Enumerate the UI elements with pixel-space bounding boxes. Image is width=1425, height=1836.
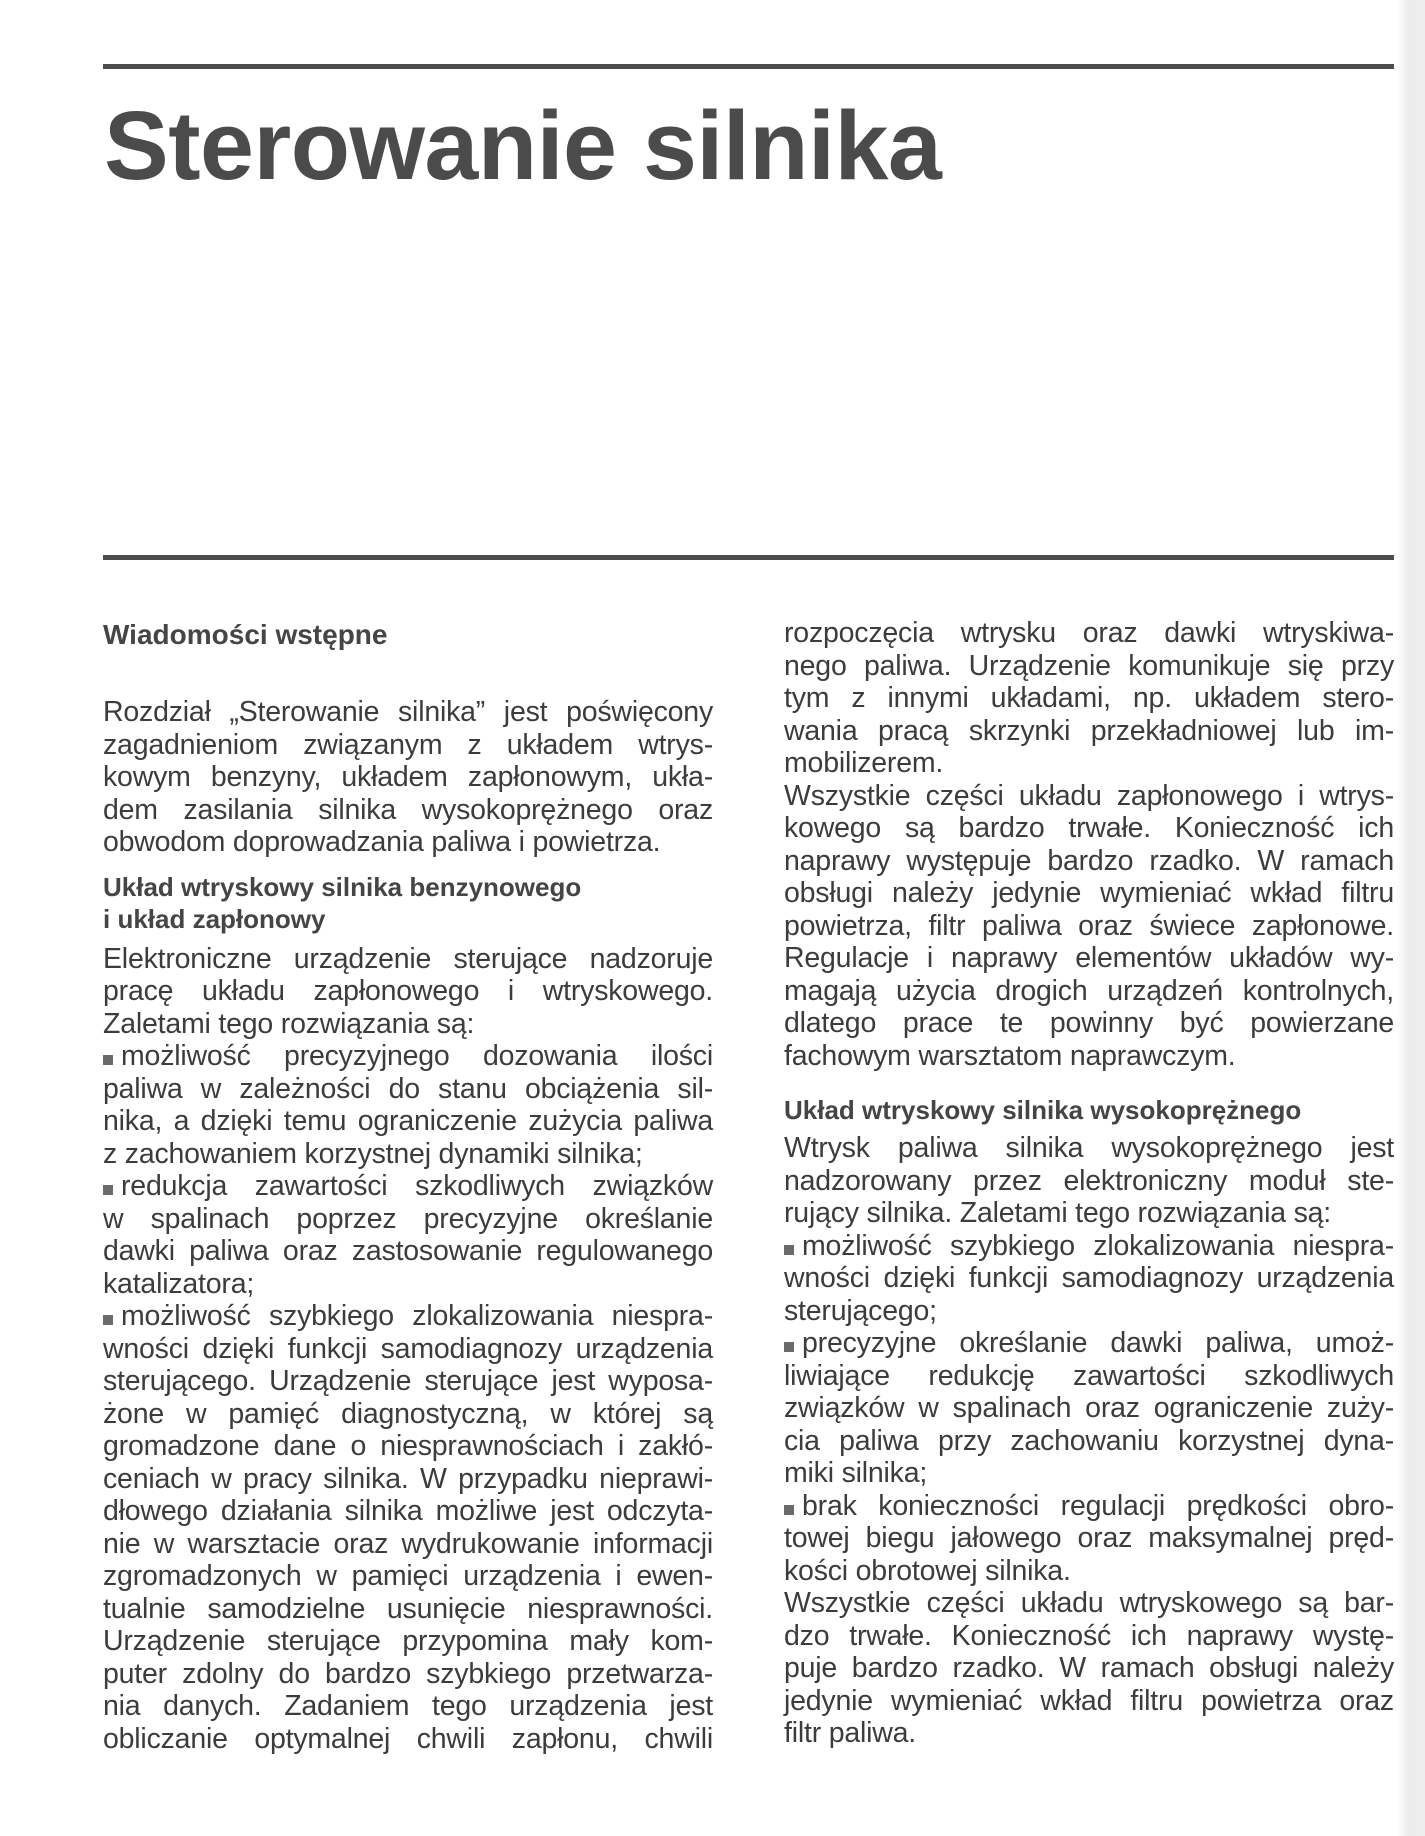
text-line: rozpoczęcia wtrysku oraz dawki wtryskiwa-: [784, 617, 1394, 649]
text-line: nego paliwa. Urządzenie komunikuje się przy: [784, 649, 1394, 682]
text-line: dem zasilania silnika wysokoprężnego oraz: [103, 793, 713, 826]
text-line: tualnie samodzielne usunięcie niesprawności.: [103, 1592, 713, 1625]
text-line: kowego są bardzo trwałe. Konieczność ich: [784, 812, 1394, 844]
diesel-intro-paragraph: [784, 1132, 1394, 1230]
text-line: fachowym warsztatom naprawczym.: [784, 1039, 1236, 1072]
text-line: zgromadzonych w pamięci urządzenia i ewen-: [103, 1560, 713, 1592]
bullet-item: [784, 1327, 1394, 1490]
text-line: Wszystkie części układu wtryskowego są bar-: [784, 1587, 1394, 1619]
text-line: obsługi należy jedynie wymieniać wkład filtru: [784, 877, 1394, 909]
text-line: mobilizerem.: [784, 747, 944, 779]
text-line: wności dzięki funkcji samodiagnozy urządzenia: [103, 1332, 713, 1365]
bullet-item: [103, 1170, 713, 1300]
text-line: wności dzięki funkcji samodiagnozy urządzenia: [784, 1262, 1394, 1294]
text-line: wania pracą skrzynki przekładniowej lub im-: [784, 714, 1394, 747]
subheading-line: i układ zapłonowy: [103, 903, 326, 934]
bullet-text: możliwość precyzyjnego dozowania ilości: [121, 1040, 713, 1072]
subheading-line: Układ wtryskowy silnika benzynowego: [103, 871, 582, 902]
text-line: [784, 1490, 1394, 1523]
text-line: jedynie wymieniać wkład filtru powietrza oraz: [784, 1684, 1394, 1717]
text-line: dłowego działania silnika możliwe jest odczyta-: [103, 1495, 713, 1527]
diesel-durability-paragraph: [784, 1587, 1394, 1750]
text-line: sterującego. Urządzenie sterujące jest wyposa-: [103, 1365, 713, 1397]
text-line: żone w pamięć diagnostyczną, w której są: [103, 1397, 713, 1430]
text-line: miki silnika;: [784, 1457, 928, 1489]
text-line: w spalinach poprzez precyzyjne określanie: [103, 1202, 713, 1235]
text-line: kości obrotowej silnika.: [784, 1554, 1071, 1587]
intro-paragraph: [103, 696, 713, 859]
text-line: dzo trwałe. Konieczność ich naprawy wystę-: [784, 1619, 1394, 1652]
square-bullet-icon: [784, 1245, 794, 1255]
bullet-text: możliwość szybkiego zlokalizowania niespra-: [802, 1229, 1394, 1262]
top-rule: [103, 64, 1394, 69]
text-line: sterującego;: [784, 1294, 937, 1327]
text-line: Wszystkie części układu zapłonowego i wtrys-: [784, 779, 1394, 812]
text-line: gromadzone dane o niesprawnościach i zakłó-: [103, 1430, 713, 1462]
text-line: puter zdolny do bardzo szybkiego przetwarza-: [103, 1657, 713, 1690]
petrol-heading: [103, 871, 713, 935]
bullet-item: [784, 1230, 1394, 1328]
text-line: paliwa w zależności do stanu obciążenia sil-: [103, 1072, 713, 1105]
text-line: zagadnieniom związanym z układem wtrys-: [103, 728, 713, 761]
text-line: obliczanie optymalnej chwili zapłonu, chwili: [103, 1722, 713, 1755]
chapter-title: Sterowanie silnika: [104, 91, 942, 200]
text-line: pracę układu zapłonowego i wtryskowego.: [103, 975, 713, 1007]
page-edge-shadow: [1397, 0, 1425, 1836]
bullet-text: redukcja zawartości szkodliwych związków: [121, 1170, 713, 1202]
text-line: nia danych. Zadaniem tego urządzenia jest: [103, 1690, 713, 1722]
text-line: filtr paliwa.: [784, 1717, 917, 1749]
text-line: [103, 1170, 713, 1203]
text-line: nika, a dzięki temu ograniczenie zużycia paliwa: [103, 1105, 713, 1137]
text-line: tym z innymi układami, np. układem stero-: [784, 682, 1394, 714]
text-line: Elektroniczne urządzenie sterujące nadzoruje: [103, 942, 713, 975]
text-line: [103, 1300, 713, 1333]
text-line: obwodom doprowadzania paliwa i powietrza.: [103, 826, 661, 858]
bullet-text: brak konieczności regulacji prędkości obro-: [802, 1489, 1394, 1522]
continued-paragraph: [784, 617, 1394, 780]
text-line: powietrza, filtr paliwa oraz świece zapłonowe.: [784, 909, 1394, 942]
right-column: [784, 617, 1394, 1750]
square-bullet-icon: [103, 1315, 113, 1325]
text-line: liwiające redukcję zawartości szkodliwych: [784, 1359, 1394, 1392]
text-line: towej biegu jałowego oraz maksymalnej pręd-: [784, 1522, 1394, 1554]
square-bullet-icon: [784, 1342, 794, 1352]
text-line: ceniach w pracy silnika. W przypadku nieprawi-: [103, 1462, 713, 1495]
bullet-item: [103, 1040, 713, 1170]
text-line: [784, 1327, 1394, 1360]
text-line: związków w spalinach oraz ograniczenie zuży-: [784, 1392, 1394, 1424]
diesel-heading: Układ wtryskowy silnika wysokoprężnego: [784, 1095, 1302, 1125]
text-line: dawki paliwa oraz zastosowanie regulowanego: [103, 1235, 713, 1267]
intro-heading: Wiadomości wstępne: [103, 619, 388, 650]
text-line: Rozdział „Sterowanie silnika” jest poświęcony: [103, 696, 713, 728]
text-line: puje bardzo rzadko. W ramach obsługi należy: [784, 1652, 1394, 1684]
text-line: katalizatora;: [103, 1267, 255, 1300]
text-line: nadzorowany przez elektroniczny moduł ste-: [784, 1164, 1394, 1197]
bullet-text: możliwość szybkiego zlokalizowania niespra-: [121, 1300, 713, 1332]
petrol-intro-paragraph: [103, 943, 713, 1041]
bullet-item: [103, 1300, 713, 1625]
text-line: [103, 1040, 713, 1073]
square-bullet-icon: [784, 1505, 794, 1515]
text-line: Zaletami tego rozwiązania są:: [103, 1007, 475, 1040]
text-line: Regulacje i naprawy elementów układów wy-: [784, 942, 1394, 974]
left-column: [103, 618, 713, 1755]
text-line: dlatego prace te powinny być powierzane: [784, 1007, 1394, 1039]
section-rule: [103, 555, 1394, 560]
text-line: [784, 1230, 1394, 1263]
square-bullet-icon: [103, 1185, 113, 1195]
text-line: z zachowaniem korzystnej dynamiki silnika;: [103, 1137, 643, 1170]
square-bullet-icon: [103, 1055, 113, 1065]
text-line: nie w warsztacie oraz wydrukowanie informacji: [103, 1527, 713, 1560]
text-line: cia paliwa przy zachowaniu korzystnej dyna-: [784, 1424, 1394, 1457]
text-line: magają użycia drogich urządzeń kontrolnych,: [784, 974, 1394, 1007]
bullet-text: precyzyjne określanie dawki paliwa, umoż-: [802, 1327, 1394, 1359]
durability-paragraph: [784, 780, 1394, 1073]
computer-paragraph: [103, 1625, 713, 1755]
text-line: kowym benzyny, układem zapłonowym, ukła-: [103, 761, 713, 793]
text-line: Urządzenie sterujące przypomina mały kom-: [103, 1625, 713, 1657]
text-line: Wtrysk paliwa silnika wysokoprężnego jest: [784, 1132, 1394, 1164]
text-line: rujący silnika. Zaletami tego rozwiązania są:: [784, 1197, 1331, 1229]
bullet-item: [784, 1490, 1394, 1588]
text-line: naprawy występuje bardzo rzadko. W ramach: [784, 844, 1394, 877]
